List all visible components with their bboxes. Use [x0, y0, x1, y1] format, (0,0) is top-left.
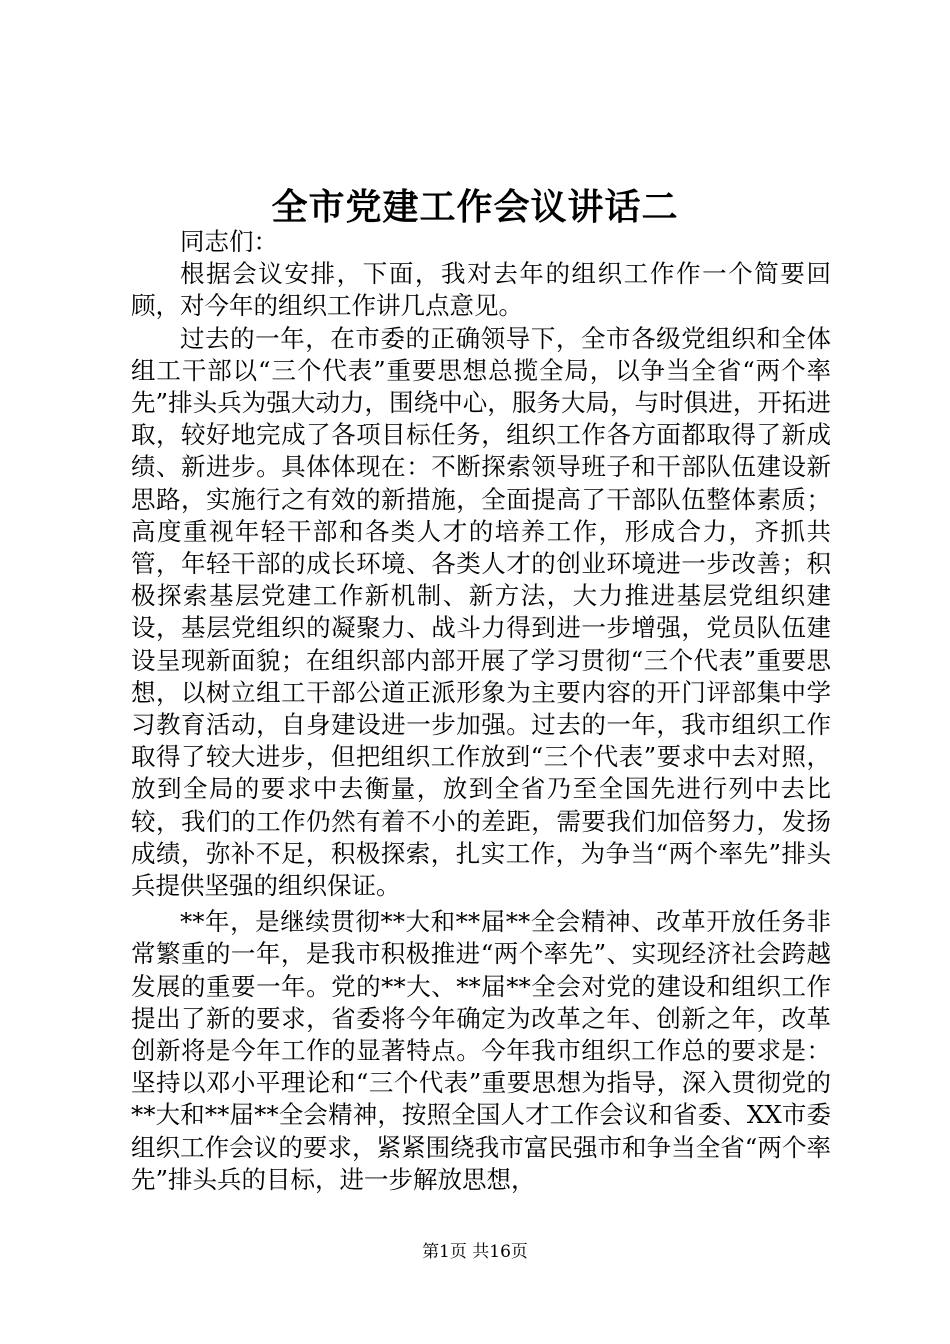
page-number-footer: 第1页 共16页 [422, 1242, 528, 1262]
document-body [131, 226, 831, 1196]
paragraph-review: 过去的一年，在市委的正确领导下，全市各级党组织和全体组工干部以“三个代表”重要思想总揽全局，以争当全省“两个率先”排头兵为强大动力，围绕中心，服务大局，与时俱进，开拓进取，较好地完成了各项目标任务，组织工作各方面都取得了新成绩、新进步。具体体现在：不断探索领导班子和干部队伍建设新思路，实施行之有效的新措施，全面提高了干部队伍整体素质；高度重视年轻干部和各类人才的培养工作，形成合力，齐抓共管，年轻干部的成长环境、各类人才的创业环境进一步改善；积极探索基层党建工作新机制、新方法，大力推进基层党组织建设，基层党组织的凝聚力、战斗力得到进一步增强，党员队伍建设呈现新面貌；在组织部内部开展了学习贯彻“三个代表”重要思想，以树立组工干部公道正派形象为主要内容的开门评部集中学习教育活动，自身建设进一步加强。过去的一年，我市组织工作取得了较大进步，但把组织工作放到“三个代表”要求中去对照，放到全局的要求中去衡量，放到全省乃至全国先进行列中去比较，我们的工作仍然有着不小的差距，需要我们加倍努力，发扬成绩，弥补不足，积极探索，扎实工作，为争当“两个率先”排头兵提供坚强的组织保证。 [131, 323, 831, 901]
salutation: 同志们： [180, 227, 278, 256]
paragraph-intro: 根据会议安排，下面，我对去年的组织工作作一个简要回顾，对今年的组织工作讲几点意见。 [131, 259, 831, 321]
paragraph-this-year: **年，是继续贯彻**大和**届**全会精神、改革开放任务非常繁重的一年，是我市积极推进“两个率先”、实现经济社会跨越发展的重要一年。党的**大、**届**全会对党的建设和组织工作提出了新的要求，省委将今年确定为改革之年、创新之年，改革创新将是今年工作的显著特点。今年我市组织工作总的要求是：坚持以邓小平理论和“三个代表”重要思想为指导，深入贯彻党的**大和**届**全会精神，按照全国人才工作会议和省委、XX市委组织工作会议的要求，紧紧围绕我市富民强市和争当全省“两个率先”排头兵的目标，进一步解放思想， [131, 907, 831, 1194]
document-title: 全市党建工作会议讲话二 [271, 186, 679, 228]
